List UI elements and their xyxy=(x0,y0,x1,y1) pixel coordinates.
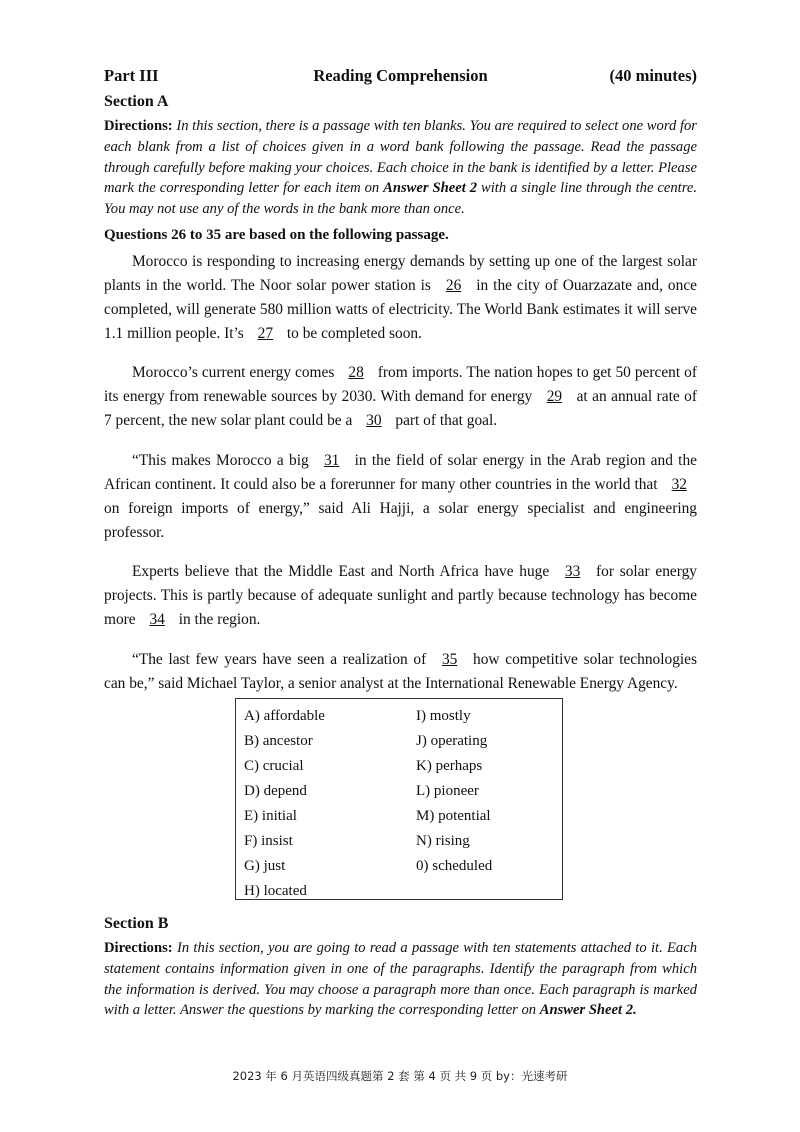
p4-text-a: Experts believe that the Middle East and North Africa have huge xyxy=(132,563,550,581)
p5-text-a: “The last few years have seen a realization of xyxy=(132,650,427,668)
blank-28: 28 xyxy=(348,364,364,382)
blank-31: 31 xyxy=(323,451,340,469)
section-a-heading: Section A xyxy=(104,93,169,110)
part-label: Part III xyxy=(104,66,159,85)
blank-32: 32 xyxy=(671,475,687,493)
questions-intro: Questions 26 to 35 are based on the following passage. xyxy=(104,226,449,243)
p1-text-a: Morocco is responding to increasing energy demands by setting up one of the largest solar plants in the world. The Noor solar power station is xyxy=(104,252,697,294)
word-option-a: A) affordable xyxy=(244,708,325,724)
time-limit: (40 minutes) xyxy=(609,66,697,85)
word-option-c: C) crucial xyxy=(244,758,304,774)
section-b-directions-label: Directions: xyxy=(104,940,173,956)
section-b-answer-sheet: Answer Sheet 2. xyxy=(539,1002,637,1019)
passage-paragraph-3 xyxy=(104,449,697,545)
passage-paragraph-2 xyxy=(104,361,697,433)
p4-text-c: in the region. xyxy=(178,611,261,629)
p1-text-b: in the city of Ouarzazate and, once completed, will generate 580 million watts of electricity. The World Bank estimates it will serve 1.1 million people. It’s xyxy=(104,276,697,342)
word-bank-right-column xyxy=(416,704,492,879)
p2-text-d: part of that goal. xyxy=(395,412,498,430)
word-option-j: J) operating xyxy=(416,733,488,749)
p3-text-b: in the field of solar energy in the Arab region and the African continent. It could also be a forerunner for many other countries in the world that xyxy=(104,451,697,493)
p2-text-b: from imports. The nation hopes to get 50 percent of its energy from renewable sources by 2030. With demand for energy xyxy=(104,364,697,406)
passage-paragraph-5 xyxy=(104,648,697,696)
section-a-directions xyxy=(104,116,697,220)
p4-text-b: for solar energy projects. This is partly because of adequate sunlight and partly because technology has become more xyxy=(104,563,697,629)
word-option-e: E) initial xyxy=(244,808,297,824)
part-header xyxy=(104,66,697,90)
word-bank xyxy=(235,698,563,900)
blank-27: 27 xyxy=(257,324,274,342)
blank-30: 30 xyxy=(366,412,382,430)
p1-text-c: to be completed soon. xyxy=(286,324,422,342)
section-b-directions xyxy=(104,938,697,1021)
section-b-directions-text: In this section, you are going to read a passage with ten statements attached to it. Each statement contains information given in one of the paragraphs. Identify the paragraph from which the information is derived. You may choose a paragraph more than once. Each paragraph is marked with a letter. Answer the questions by marking the corresponding letter on xyxy=(104,940,697,1019)
word-option-o: 0) scheduled xyxy=(416,858,493,874)
directions-text-1: In this section, there is a passage with ten blanks. You are required to select one word for each blank from a list of choices given in a word bank following the passage. Read the passage through carefully before making your choices. Each choice in the bank is identified by a letter. Please mark the corresponding letter for each item on xyxy=(104,118,697,197)
section-b-container xyxy=(104,912,697,1021)
word-option-i: I) mostly xyxy=(416,708,471,724)
word-option-h: H) located xyxy=(244,883,307,899)
p2-text-a: Morocco’s current energy comes xyxy=(132,364,335,382)
directions-answer-sheet: Answer Sheet 2 xyxy=(383,180,478,197)
blank-34: 34 xyxy=(149,611,165,629)
word-bank-left-column xyxy=(244,704,325,904)
word-option-k: K) perhaps xyxy=(416,758,483,774)
word-option-d: D) depend xyxy=(244,783,307,799)
p3-text-a: “This makes Morocco a big xyxy=(132,451,309,469)
blank-33: 33 xyxy=(564,563,581,581)
directions-text-2: with a single line through the centre. You may not use any of the words in the bank more than once. xyxy=(104,180,697,218)
page-footer: 2023 年 6 月英语四级真题第 2 套 第 4 页 共 9 页 by：光速考研 xyxy=(232,1069,568,1083)
passage-paragraph-1 xyxy=(104,250,697,346)
directions-label: Directions: xyxy=(104,118,173,134)
passage-paragraph-4 xyxy=(104,560,697,632)
p5-text-b: how competitive solar technologies can be,” said Michael Taylor, a senior analyst at the International Renewable Energy Agency. xyxy=(104,650,697,692)
word-option-g: G) just xyxy=(244,858,286,874)
word-option-l: L) pioneer xyxy=(416,783,479,799)
blank-26: 26 xyxy=(445,276,462,294)
word-option-f: F) insist xyxy=(244,833,293,849)
section-a-container xyxy=(104,66,697,711)
p3-text-c: on foreign imports of energy,” said Ali Hajji, a solar energy specialist and engineering professor. xyxy=(104,499,697,541)
word-option-m: M) potential xyxy=(416,808,491,824)
blank-29: 29 xyxy=(546,388,563,406)
section-b-heading: Section B xyxy=(104,915,169,932)
word-option-b: B) ancestor xyxy=(244,733,313,749)
blank-35: 35 xyxy=(441,650,458,668)
word-option-n: N) rising xyxy=(416,833,470,849)
p2-text-c: at an annual rate of 7 percent, the new solar plant could be a xyxy=(104,388,697,430)
part-title: Reading Comprehension xyxy=(313,66,488,85)
